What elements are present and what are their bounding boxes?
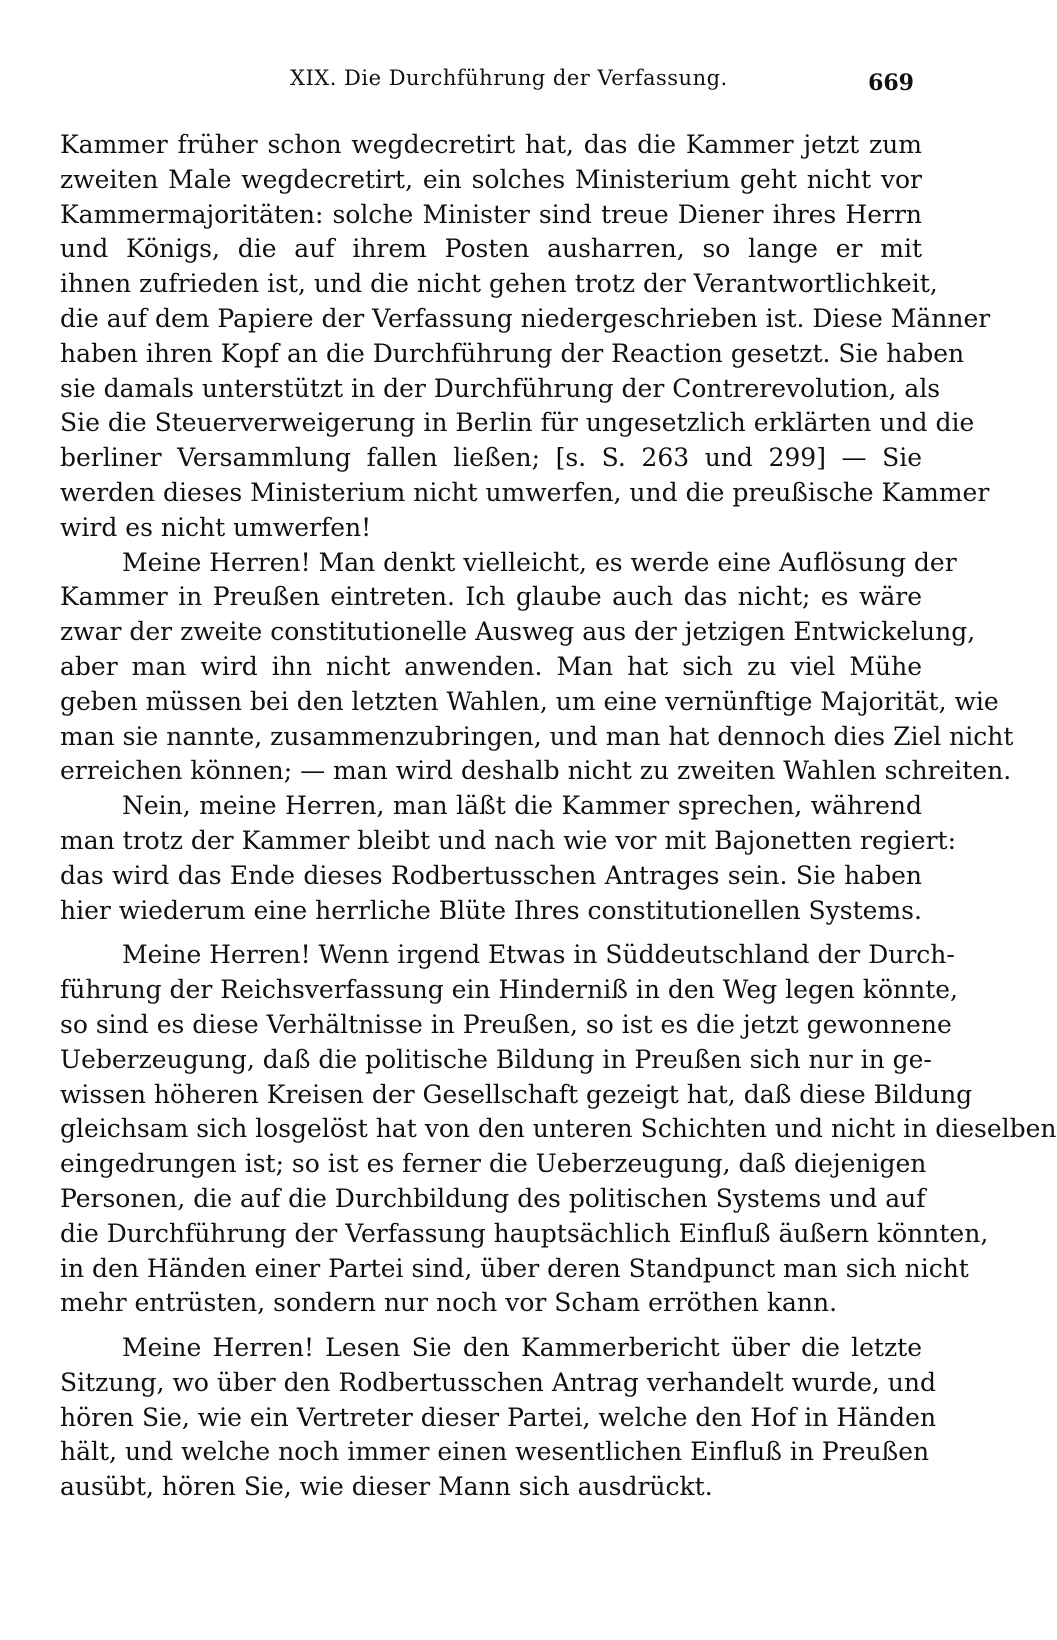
page-number: 669 bbox=[868, 70, 914, 96]
text-line: sie damals unterstützt in der Durchführung der Contrerevolution, als bbox=[60, 373, 941, 403]
text-line: eingedrungen ist; so ist es ferner die Ueberzeugung, daß diejenigen bbox=[60, 1149, 927, 1179]
text-line: die auf dem Papiere der Verfassung niedergeschrieben ist. Diese Männer bbox=[60, 303, 991, 333]
text-line: Personen, die auf die Durchbildung des politischen Systems und auf bbox=[60, 1183, 926, 1213]
text-line: zweiten Male wegdecretirt, ein solches Ministerium geht nicht vor bbox=[60, 164, 922, 194]
text-line: ausübt, hören Sie, wie dieser Mann sich ausdrückt. bbox=[60, 1472, 713, 1502]
paragraph-4 bbox=[60, 938, 1057, 1321]
text-line: aber man wird ihn nicht anwenden. Man hat sich zu viel Mühe bbox=[60, 651, 922, 681]
text-line: gleichsam sich losgelöst hat von den unteren Schichten und nicht in dieselben bbox=[60, 1114, 1057, 1144]
text-line: mehr entrüsten, sondern nur noch vor Scham erröthen kann. bbox=[60, 1288, 838, 1318]
text-line: wird es nicht umwerfen! bbox=[60, 512, 372, 542]
text-line: geben müssen bei den letzten Wahlen, um eine vernünftige Majorität, wie bbox=[60, 686, 999, 716]
text-line: hören Sie, wie ein Vertreter dieser Partei, welche den Hof in Händen bbox=[60, 1402, 937, 1432]
text-line: so sind es diese Verhältnisse in Preußen, so ist es die jetzt gewonnene bbox=[60, 1009, 952, 1039]
text-line: führung der Reichsverfassung ein Hinderniß in den Weg legen könnte, bbox=[60, 975, 958, 1005]
paragraph-2 bbox=[60, 546, 1014, 790]
text-line: Meine Herren! Man denkt vielleicht, es werde eine Auflösung der bbox=[122, 547, 957, 577]
text-line: hier wiederum eine herrliche Blüte Ihres constitutionellen Systems. bbox=[60, 895, 922, 925]
paragraph-3 bbox=[60, 789, 957, 928]
text-line: ihnen zufrieden ist, und die nicht gehen trotz der Verantwortlichkeit, bbox=[60, 269, 938, 299]
text-line: werden dieses Ministerium nicht umwerfen, und die preußische Kammer bbox=[60, 477, 990, 507]
text-line: hält, und welche noch immer einen wesentlichen Einfluß in Preußen bbox=[60, 1437, 930, 1467]
text-line: Kammer früher schon wegdecretirt hat, das die Kammer jetzt zum bbox=[60, 130, 922, 159]
text-line: man trotz der Kammer bleibt und nach wie vor mit Bajonetten regiert: bbox=[60, 825, 957, 855]
paragraph-5 bbox=[60, 1331, 937, 1505]
paragraph-gap bbox=[60, 1321, 922, 1331]
text-line: Ueberzeugung, daß die politische Bildung in Preußen sich nur in ge- bbox=[60, 1044, 932, 1074]
body-text bbox=[60, 128, 1057, 1505]
text-line: die Durchführung der Verfassung hauptsächlich Einfluß äußern könnten, bbox=[60, 1218, 989, 1248]
paragraph-gap bbox=[60, 928, 922, 938]
text-line: wissen höheren Kreisen der Gesellschaft gezeigt hat, daß diese Bildung bbox=[60, 1079, 973, 1109]
text-line: haben ihren Kopf an die Durchführung der Reaction gesetzt. Sie haben bbox=[60, 338, 965, 368]
text-line: Sie die Steuerverweigerung in Berlin für ungesetzlich erklärten und die bbox=[60, 408, 975, 438]
paragraph-1 bbox=[60, 128, 991, 546]
running-title: XIX. Die Durchführung der Verfassung. bbox=[290, 66, 728, 90]
text-line: Nein, meine Herren, man läßt die Kammer sprechen, während bbox=[122, 791, 922, 821]
text-line: zwar der zweite constitutionelle Ausweg aus der jetzigen Entwickelung, bbox=[60, 617, 976, 647]
text-line: Sitzung, wo über den Rodbertusschen Antrag verhandelt wurde, und bbox=[60, 1367, 936, 1397]
text-line: man sie nannte, zusammenzubringen, und man hat dennoch dies Ziel nicht bbox=[60, 721, 1014, 751]
text-line: das wird das Ende dieses Rodbertusschen Antrages sein. Sie haben bbox=[60, 860, 922, 890]
text-line: Meine Herren! Wenn irgend Etwas in Süddeutschland der Durch- bbox=[122, 940, 955, 970]
text-line: Kammer in Preußen eintreten. Ich glaube auch das nicht; es wäre bbox=[60, 582, 922, 612]
text-line: erreichen können; — man wird deshalb nicht zu zweiten Wahlen schreiten. bbox=[60, 756, 1012, 786]
text-line: Kammermajoritäten: solche Minister sind treue Diener ihres Herrn bbox=[60, 199, 922, 229]
text-line: berliner Versammlung fallen ließen; [s. S. 263 und 299] — Sie bbox=[60, 443, 922, 473]
text-line: und Königs, die auf ihrem Posten ausharren, so lange er mit bbox=[60, 234, 922, 264]
text-line: in den Händen einer Partei sind, über deren Standpunct man sich nicht bbox=[60, 1253, 969, 1283]
text-line: Meine Herren! Lesen Sie den Kammerbericht über die letzte bbox=[122, 1333, 922, 1363]
